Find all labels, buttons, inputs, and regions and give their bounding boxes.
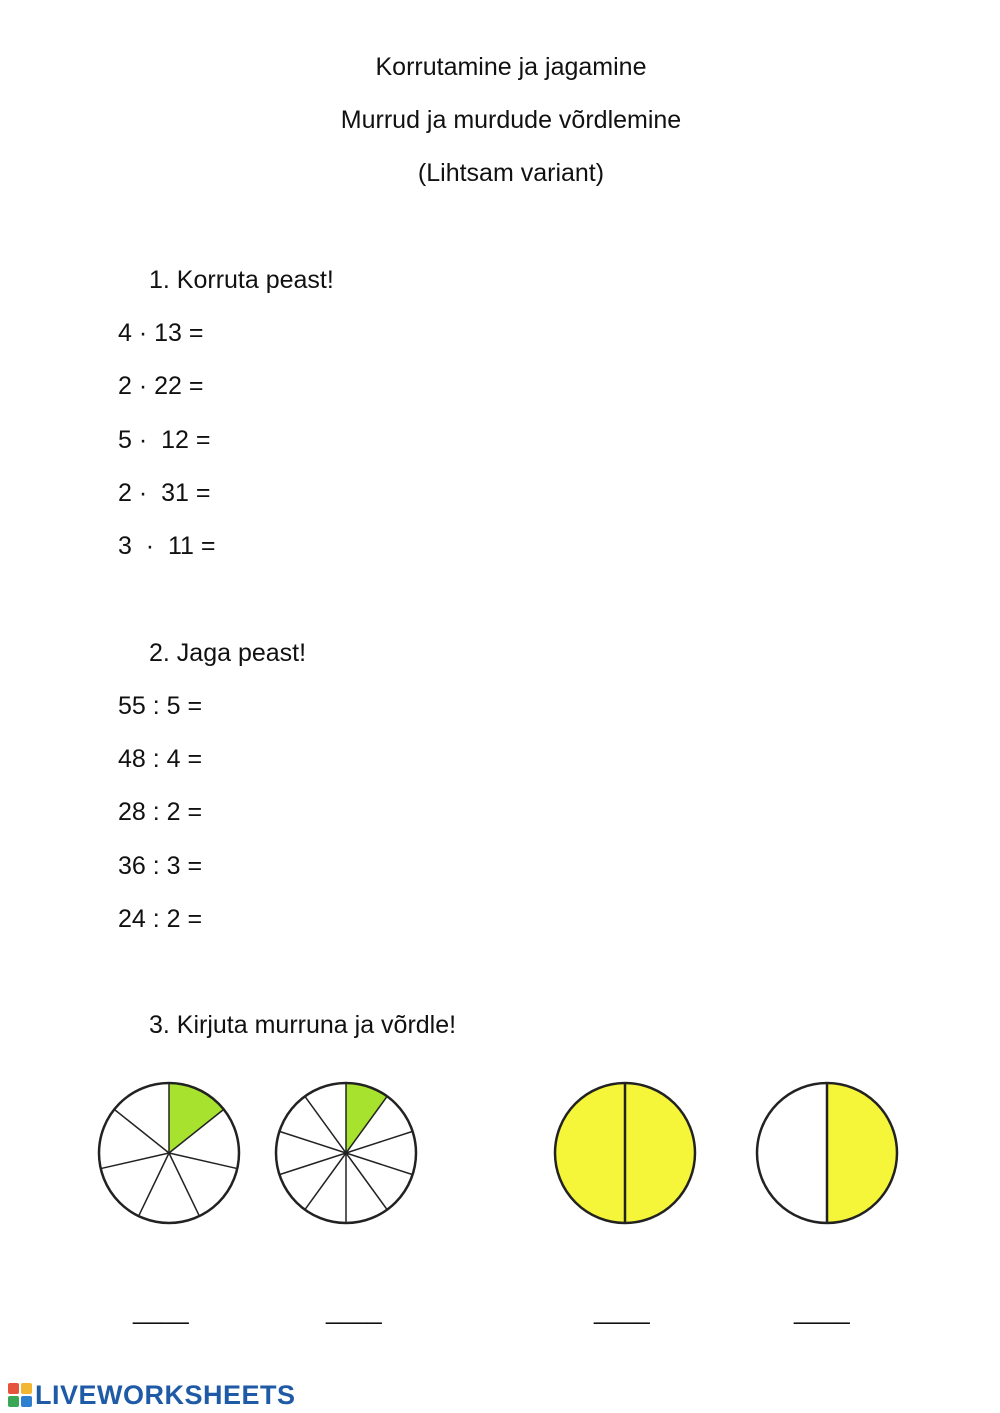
fraction-circle-sevenths	[94, 1078, 244, 1228]
variant-label: (Lihtsam variant)	[417, 159, 605, 187]
brand-name: LIVEWORKSHEETS	[35, 1379, 296, 1410]
logo-blocks-icon	[8, 1383, 32, 1407]
page-title: Korrutamine ja jagamine	[375, 53, 647, 81]
multiplication-task: 2 · 22 =	[118, 372, 204, 400]
fraction-circle-halves-full	[550, 1078, 700, 1228]
section2-heading: 2. Jaga peast!	[149, 639, 307, 667]
page-subtitle: Murrud ja murdude võrdlemine	[340, 106, 682, 134]
section1-heading: 1. Korruta peast!	[149, 266, 334, 294]
answer-blank[interactable]: ____	[133, 1297, 189, 1325]
multiplication-task: 4 · 13 =	[118, 319, 204, 347]
filled-sector	[625, 1083, 695, 1223]
division-task: 36 : 3 =	[118, 852, 203, 880]
division-task: 55 : 5 =	[118, 692, 203, 720]
section3-heading: 3. Kirjuta murruna ja võrdle!	[149, 1011, 457, 1039]
filled-sector	[827, 1083, 897, 1223]
division-task: 28 : 2 =	[118, 798, 203, 826]
answer-blank[interactable]: ____	[326, 1297, 382, 1325]
liveworksheets-logo	[8, 1378, 296, 1412]
multiplication-task: 5 · 12 =	[118, 426, 211, 454]
multiplication-task: 3 · 11 =	[118, 532, 216, 560]
multiplication-task: 2 · 31 =	[118, 479, 211, 507]
fraction-circle-tenths	[271, 1078, 421, 1228]
filled-sector	[555, 1083, 625, 1223]
division-task: 24 : 2 =	[118, 905, 203, 933]
division-task: 48 : 4 =	[118, 745, 203, 773]
answer-blank[interactable]: ____	[794, 1297, 850, 1325]
fraction-circle-halves-half	[752, 1078, 902, 1228]
answer-blank[interactable]: ____	[594, 1297, 650, 1325]
